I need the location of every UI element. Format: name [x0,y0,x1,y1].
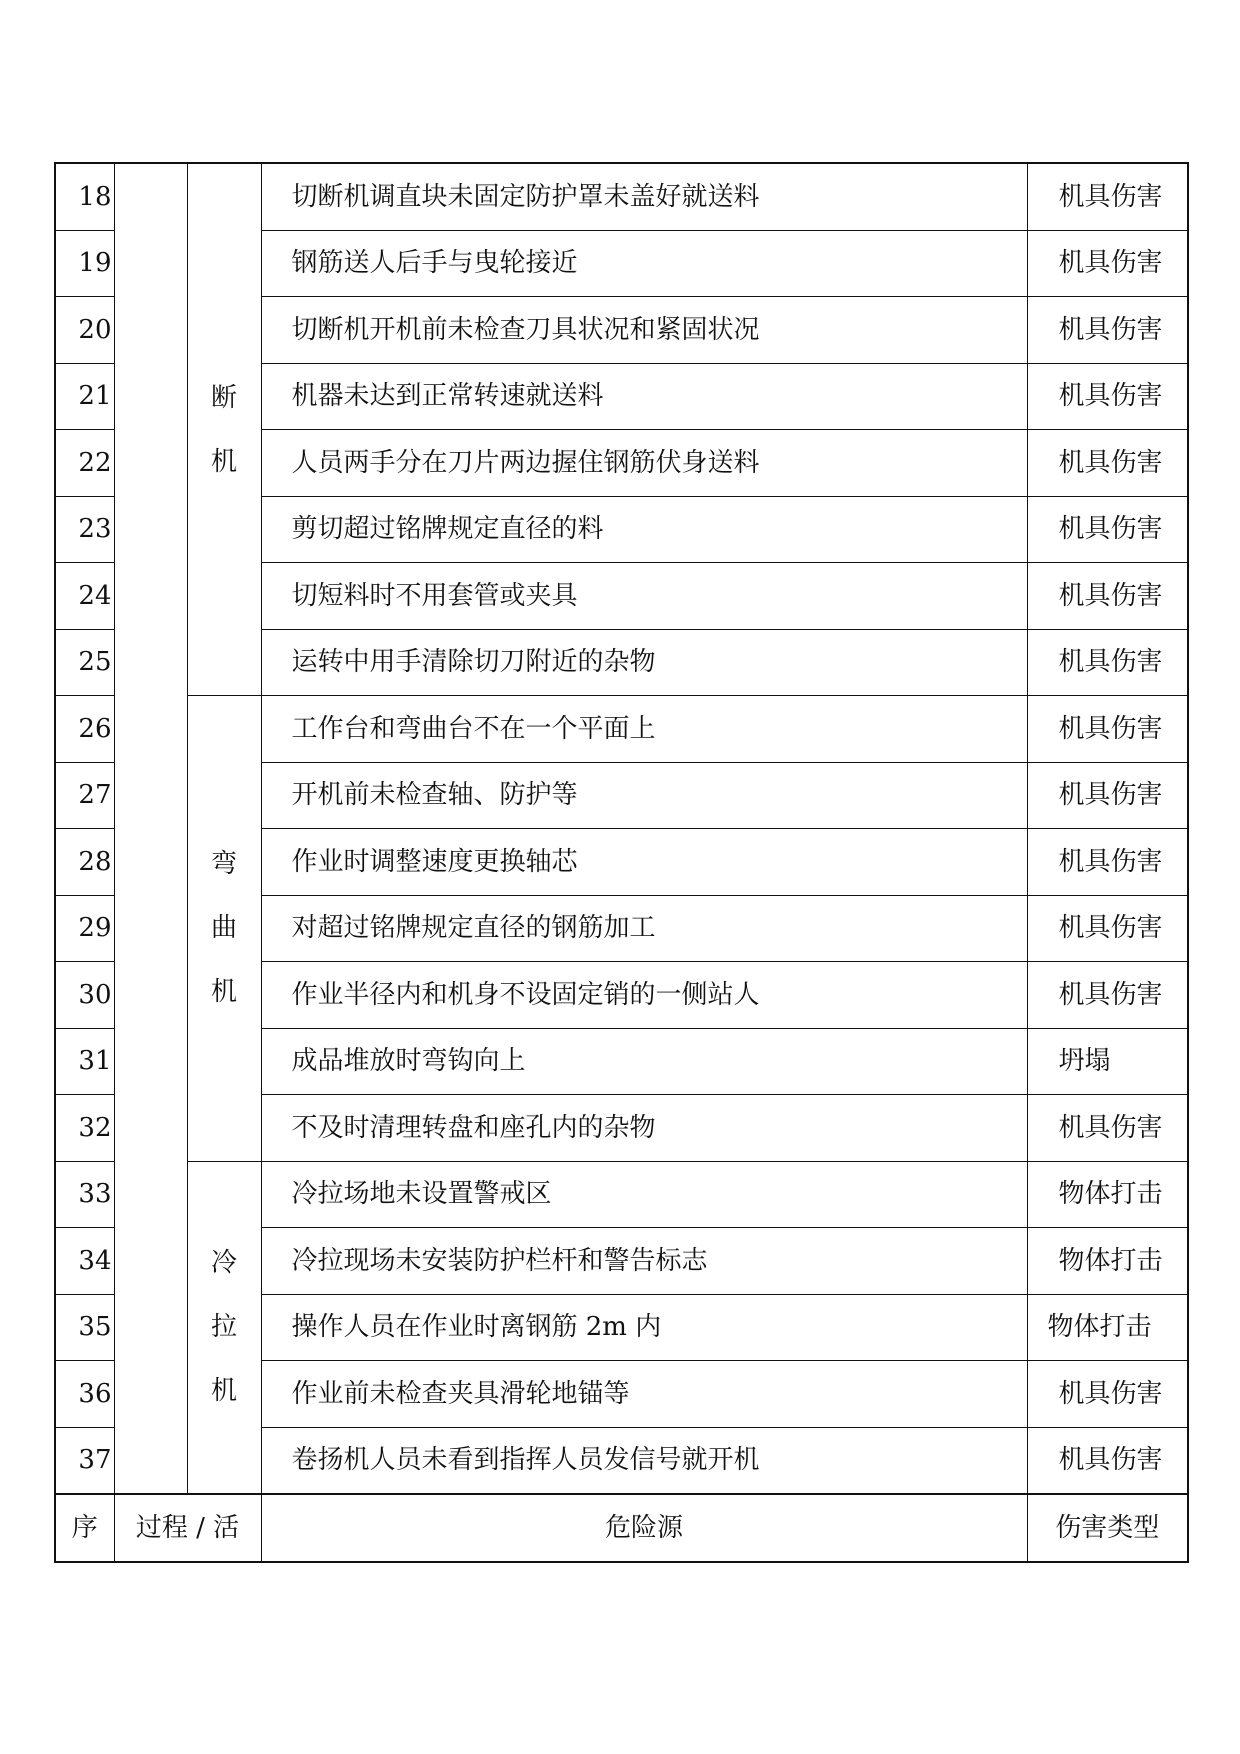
table-row [55,1161,1188,1228]
header-harm-type: 伤害类型 [1027,1494,1188,1562]
harm-type: 机具伤害 [1027,1361,1188,1428]
harm-type: 机具伤害 [1027,1427,1188,1494]
harm-type: 机具伤害 [1027,1095,1188,1162]
row-number: 28 [55,829,114,896]
header-process: 过程 / 活 [114,1494,261,1562]
group-bending-machine [187,696,261,1162]
hazard-source: 运转中用手清除切刀附近的杂物 [261,629,1027,696]
row-number: 27 [55,762,114,829]
row-number: 22 [55,430,114,497]
harm-type: 物体打击 [1027,1228,1188,1295]
row-number: 25 [55,629,114,696]
header-hazard-source: 危险源 [261,1494,1027,1562]
group-char: 机 [210,446,237,477]
row-number: 31 [55,1028,114,1095]
row-number: 29 [55,895,114,962]
harm-type: 机具伤害 [1027,496,1188,563]
hazard-source: 机器未达到正常转速就送料 [261,363,1027,430]
row-number: 21 [55,363,114,430]
row-number: 24 [55,563,114,630]
harm-type: 机具伤害 [1027,962,1188,1029]
row-number: 20 [55,297,114,364]
row-number: 36 [55,1361,114,1428]
hazard-source: 操作人员在作业时离钢筋 2m 内 [261,1294,1027,1361]
row-number: 32 [55,1095,114,1162]
row-number: 23 [55,496,114,563]
table-row [55,163,1188,230]
harm-type: 机具伤害 [1027,762,1188,829]
hazard-source: 不及时清理转盘和座孔内的杂物 [261,1095,1027,1162]
harm-type: 坍塌 [1027,1028,1188,1095]
row-number: 35 [55,1294,114,1361]
hazard-source: 作业时调整速度更换轴芯 [261,829,1027,896]
group-cutting-machine [187,163,261,696]
row-number: 26 [55,696,114,763]
group-char: 弯 [210,849,237,880]
harm-type: 机具伤害 [1027,363,1188,430]
harm-type: 物体打击 [1027,1294,1188,1361]
hazard-table [54,162,1189,1563]
group-char: 机 [210,1376,237,1407]
harm-type: 机具伤害 [1027,163,1188,230]
row-number: 33 [55,1161,114,1228]
group-char: 拉 [210,1312,237,1343]
hazard-source: 钢筋送人后手与曳轮接近 [261,230,1027,297]
hazard-source: 成品堆放时弯钩向上 [261,1028,1027,1095]
harm-type: 机具伤害 [1027,895,1188,962]
table-row [55,696,1188,763]
harm-type: 机具伤害 [1027,696,1188,763]
row-number: 19 [55,230,114,297]
hazard-source: 剪切超过铭牌规定直径的料 [261,496,1027,563]
harm-type: 机具伤害 [1027,629,1188,696]
group-char: 断 [210,382,237,413]
hazard-source: 开机前未检查轴、防护等 [261,762,1027,829]
harm-type: 物体打击 [1027,1161,1188,1228]
hazard-source: 卷扬机人员未看到指挥人员发信号就开机 [261,1427,1027,1494]
row-number: 18 [55,163,114,230]
hazard-source: 冷拉场地未设置警戒区 [261,1161,1027,1228]
row-number: 30 [55,962,114,1029]
harm-type: 机具伤害 [1027,829,1188,896]
hazard-source: 冷拉现场未安装防护栏杆和警告标志 [261,1228,1027,1295]
harm-type: 机具伤害 [1027,430,1188,497]
row-number: 34 [55,1228,114,1295]
hazard-source: 工作台和弯曲台不在一个平面上 [261,696,1027,763]
hazard-source: 人员两手分在刀片两边握住钢筋伏身送料 [261,430,1027,497]
process-cell [114,163,187,1494]
header-number: 序 [55,1494,114,1562]
hazard-source: 作业半径内和机身不设固定销的一侧站人 [261,962,1027,1029]
group-char: 机 [210,977,237,1008]
row-number: 37 [55,1427,114,1494]
hazard-source: 作业前未检查夹具滑轮地锚等 [261,1361,1027,1428]
harm-type: 机具伤害 [1027,230,1188,297]
hazard-source: 切短料时不用套管或夹具 [261,563,1027,630]
hazard-source: 切断机开机前未检查刀具状况和紧固状况 [261,297,1027,364]
hazard-source: 切断机调直块未固定防护罩未盖好就送料 [261,163,1027,230]
harm-type: 机具伤害 [1027,563,1188,630]
table-header-row [55,1494,1188,1562]
group-char: 曲 [210,913,237,944]
hazard-source: 对超过铭牌规定直径的钢筋加工 [261,895,1027,962]
group-char: 冷 [210,1248,237,1279]
group-cold-drawing-machine [187,1161,261,1494]
harm-type: 机具伤害 [1027,297,1188,364]
